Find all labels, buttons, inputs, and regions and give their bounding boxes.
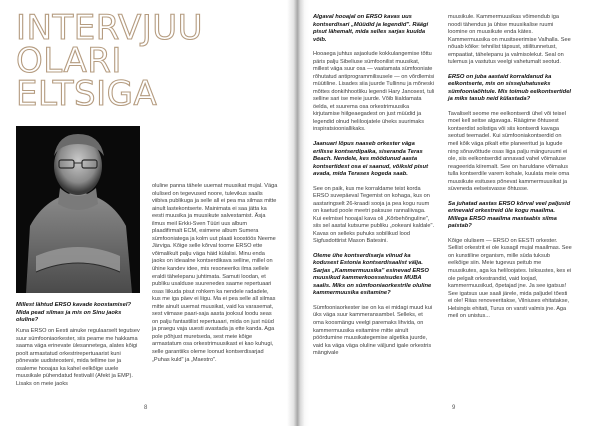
question-2: Algaval hooajal on ERSO kavas uus kontserdisari „Müüdid ja legendid". Räägi pisut lähemalt, mida selles sarjas kuulda võib. bbox=[313, 14, 429, 43]
right-column-1 bbox=[313, 14, 435, 365]
answer-2: Hooaega juhtus asjaolude kokkulangemise tõttu päris palju Sibeliuse sümfoonilist muusikat, millest väga suur osa — vaatamata sümfooniate rõhutatud antiprogrammilisusele — on võrdlemisi müütiline. Lisades siia juurde Tullinnu ja mõneski mõttes donkihhootliku legendi Hary Janosest, tuli selline sari ise meie juurde. Võib liialdamata öelda, et suurema osa orkestrimuusika kirjutamise hiilgeaegadest on just müüdid ja legendid olnud heliloojatele üheks suurimaks inspiratsiooniallikaks. bbox=[313, 51, 435, 133]
answer-5: Tavaliselt seome me eelkontserdi ühel või teisel moel kell seitse algavaga. Räägime õhtusest kontserdist solistiga või siis kontserdi kavaga seotud teemadel. Kui sümfooniakontserdid on meil kõik väga pikalt ette planeeritud ja lugude ning sõnavõttude osas liiga palju mänguruumi ei ole, siis eelkontserdid annavad vahel võimaluse reageerida kiiremalt. See on haruldane võimalus tulla kontserdile varem kohale, kuulata meie oma muusikute esituses põnevat kammermuusikat ja süveneda eelseisvasse õhtusse. bbox=[448, 110, 570, 193]
title-line-1: INTERVJUU bbox=[16, 8, 204, 48]
right-column-2 bbox=[448, 14, 572, 328]
answer-1-part-1: Kuna ERSO on Eesti ainuke regulaarselt tegutsev suur sümfooniaorkester, siis peame me hakkama saama väga erinevate ülesannetega, alates kõigi poolt armastatud orkestrirepertuaarist kuni põnevate uudisteosteni, mida tellime ise ja osaleme hooajas ka kahel eelkõige uuele muusikale pühendatud festivalil (Afekt ja EMP). Lisaks on meie jaoks bbox=[16, 328, 140, 387]
question-5: ERSO on juba aastaid korraldanud ka eelkontserte, mis on sissejuhatuseks sümfooniaõhtule. Mis toimub eelkontsertidel ja miks tasub neid külastada? bbox=[448, 73, 572, 103]
answer-6: Kõige olulisem — ERSO on EESTI orkester. Sellist orkestrit ei ole kusagil mujal maailmas. See on kunstiline organism, mille süda tuksub eelkõige siin. Meie tugevus peitub me muusikutes, aga ka heliloojates. Isiksustes, kes ei ole pelgalt orkestrandid, vaid loojad, kammermuusikud, õpetajad jne. Ja see igatsus! See igatsus uue saali järele, mida paljudel tõesti ei ole! Riias renoveeritakse, Vilniuses ehitatakse, Helsingis ehitati, Turus on varsti valmis jne. Aga meil on unistus... bbox=[448, 237, 572, 320]
page-number-left: 8 bbox=[144, 405, 148, 411]
left-column-2 bbox=[152, 183, 278, 371]
question-1: Millest lähtud ERSO kavade koostamisel? Mida pead silmas ja mis on Sinu jaoks oluline? bbox=[16, 302, 132, 323]
title-line-2: OLARI bbox=[16, 41, 122, 81]
answer-4-part-1: Sümfooniaorkester ise on ka ei midagi muud kui üks väga suur kammeransambel. Selleks, et oma koosmängu veelgi paremaks lihvida, on kammermuusika esitamine mitte ainult pöördumine muusikategemise algetika juurde, vaid ka väga väga oluline väljund igale orkestris mängivale bbox=[313, 304, 433, 357]
left-column-1 bbox=[16, 0, 140, 426]
answer-3: See on paik, kus me korraldame teist korda ERSO suvepäeval Tegemist on kohaga, kus on aastaringselt 26-kraadi sooja ja pea kogu ruum on kaetud poole meetri paksuse rannaliivaga. Kui eelmisel hooajal kava oli „Kõrbehõnguline", siis sel aastal kutsume publiku „ookeani kaldale". Kavas on selleks puhuks sobilikud lood Sigfusdottirist Mason Batesini. bbox=[313, 185, 435, 245]
answer-1-part-2: oluline panna tähele uuemat muusikat mujal. Väga olulised on tegevused noore, tulevikus saalis viibiva publikuga ja selle all ei pea ma silmas mitte ainult lastekontserte. Mainimata ei saa jätta ka eesti muusika ja muusikute salvestamist. Äsja ilmus meil Erkki-Sven Tüüri uus album plaadifirmalt ECM, esimene album Sumera sümfooniatega ja kolm uut plaati koostöös Neeme Järviga. Kõige selle kõrval toome ERSO ette võimalikult palju väga häid külalisi. Minu enda jaoks on ideaalne kontserdikava selline, millel on ühine kandev idee, mis resoneeriks ilma sellele eraldi tähelepanu juhtimata. Samuti loodan, et publiku usalduse suurenedes saame repertuaari osas liikuda pisut rohkem ka nendele radadele, kus me iga päev ei liigu. Ma ei pea selle all silmas mitte ainult uuemat muusikat, vaid ka varasemat, sest viimase paari-saja aasta jooksul loodu seas on palju fantastilist repertuaari, mida on just nüüd ja praegu vaja uuesti avastada ja ette kanda. Aga pole põhjust muretseda, sest meie kõige armastatum osa orkestrimuusikast ei kao kuhugi, selle garantiiks oleme loonud kontserdisarjad „Puhas kuld" ja „Maestro". bbox=[152, 183, 278, 363]
question-6: Sa juhatad aastas ERSO kõrval veel paljusid erinevaid orkestreid üle kogu maailma. Millega ERSO maailma mastaabis silma paistab? bbox=[448, 200, 571, 230]
answer-4-part-2: muusikule. Kammermuusikas võimendub iga noodi tähendus ja ühise muusikalise ruumi loomine on muusikute enda kätes. Kammermuusika on musitseerimise Valhalla. See nõuab kõike: tehnilist täpsust, stiilitunnetust, empaatiat, tähelepanu ja valmisolekut. Seal on tulemus ja vastutus veelgi vahetumalt seotud. bbox=[448, 14, 571, 66]
title-line-3: ELTSIGA bbox=[16, 74, 158, 114]
question-4: Oleme ühe kontserdisarja viinud ka kodusest Estonia kontserdisaalist välja. Sarjas „Kammermuusika" esinevad ERSO muusikud kammerkoosseisudes MUBA saalis. Miks on sümfooniaorkestrile oluline kammermuusika esitamine? bbox=[313, 252, 432, 297]
page-number-right: 9 bbox=[452, 405, 456, 411]
question-3: Jaanuari lõpus naaseb orkester väga erilisse kontserdipaika, siseranda Teras Beach. Nendele, kes möödunud aasta kontsertidest osa ei saanud, võiksid pisut avada, mida Terases kogeda saab. bbox=[313, 141, 429, 178]
left-page bbox=[0, 0, 298, 426]
right-page bbox=[298, 0, 600, 426]
